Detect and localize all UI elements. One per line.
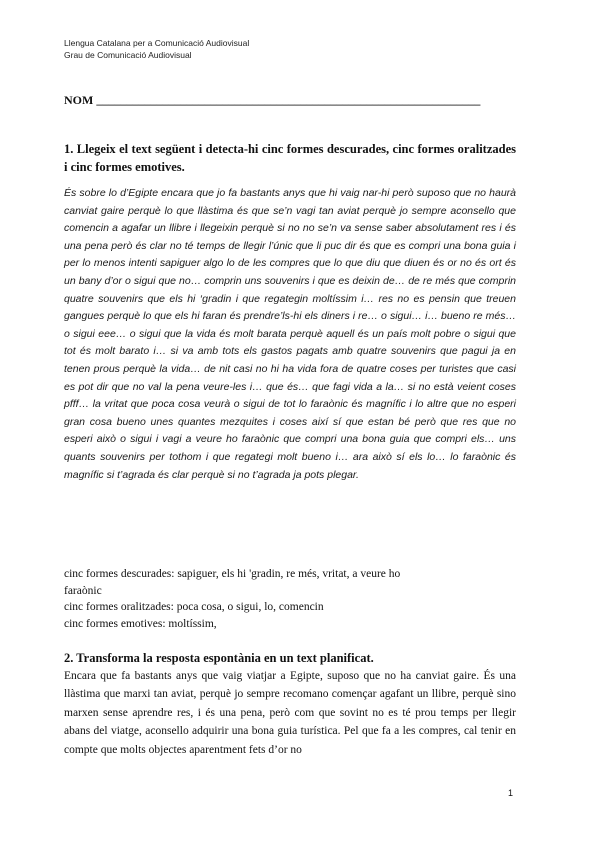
- question-1-heading: 1. Llegeix el text següent i detecta-hi cinc formes descurades, cinc formes oralitzades i cinc formes emotives.: [64, 142, 516, 174]
- answer-emotives: cinc formes emotives: moltíssim,: [64, 617, 217, 630]
- answer-descurades-continued: faraònic: [64, 584, 102, 597]
- answers-block: [64, 566, 516, 632]
- answer-oralitzades: cinc formes oralitzades: poca cosa, o sigui, lo, comencin: [64, 601, 324, 613]
- degree-title: Grau de Comunicació Audiovisual: [64, 50, 192, 60]
- course-title: Llengua Catalana per a Comunicació Audiovisual: [64, 38, 250, 48]
- answer-descurades: cinc formes descurades: sapiguer, els hi 'gradin, re més, vritat, a veure ho: [64, 568, 401, 580]
- document-header: [64, 37, 249, 61]
- question-2-heading: 2. Transforma la resposta espontània en un text planificat.: [64, 651, 374, 665]
- answer-2-text: Encara que fa bastants anys que vaig viatjar a Egipte, suposo que no ha canviat gaire. És una llàstima que marxi tan aviat, perquè jo sempre recomano començar agafant un llibre, perquè sino marxen sense aprendre res, i és una pena, però com que sovint no es té prou temps per llegir abans del viatge, aconsello adquirir una bona guia turística. Pel que fa a les compres, cal tenir en compte que molts objectes aparentment fets d’or no: [64, 670, 516, 756]
- source-text: És sobre lo d’Egipte encara que jo fa bastants anys que hi vaig nar-hi però suposo que no haurà canviat gaire perquè lo que llàstima és que se’n vagi tan aviat perquè jo sempre aconsello que comencin a agafar un llibre i llegeixin perquè si no no se’n va sense saber absolutament res i és una pena però és clar no té temps de llegir l’únic que li puc dir és que es compri una bona guia i per lo menos intenti sapiguer algo lo de les compres que lo que diu que diuen és or no és ort és un bany d’or o sigui que no… comprin uns souvenirs i que es deixin de… de re més que comprin quatre souvenirs que els hi ‘gradin i que regategin moltíssim i… res no es pensin que treuen gangues perquè lo que els hi faran és prendre’ls-hi els diners i re… o sigui… i… bueno re més… o sigui eee… o sigui que la vida és molt barata perquè aquell és un país molt pobre o sigui que tot és molt barato i… si va amb tots els gastos pagats amb quatre souvenirs que pagui ja en tenen prous perquè la vida… de nit casi no hi ha vida fora de quatre coses per turistes que casi es pot dir que no val la pena veure-les i… que és… que fagi vida a la… si no està veient coses pfff… la vritat que poca cosa veurà o sigui de tot lo faraònic és magnífic i lo altre que no esperi gran cosa bueno unes quantes mezquites i coses així sí que estan bé però que res que no esperi això o sigui i vagi a veure ho faraònic que compri una bona guia que compri els… uns quants souvenirs per tothom i que regategi molt bueno i… ara això sí els lo… lo faraònic és magnífic si t’agrada és clar perquè si no t’agrada ja pots plegar.: [64, 187, 516, 481]
- name-field-line: NOM ________________________________________________________________: [64, 93, 481, 107]
- page-number: 1: [508, 788, 514, 798]
